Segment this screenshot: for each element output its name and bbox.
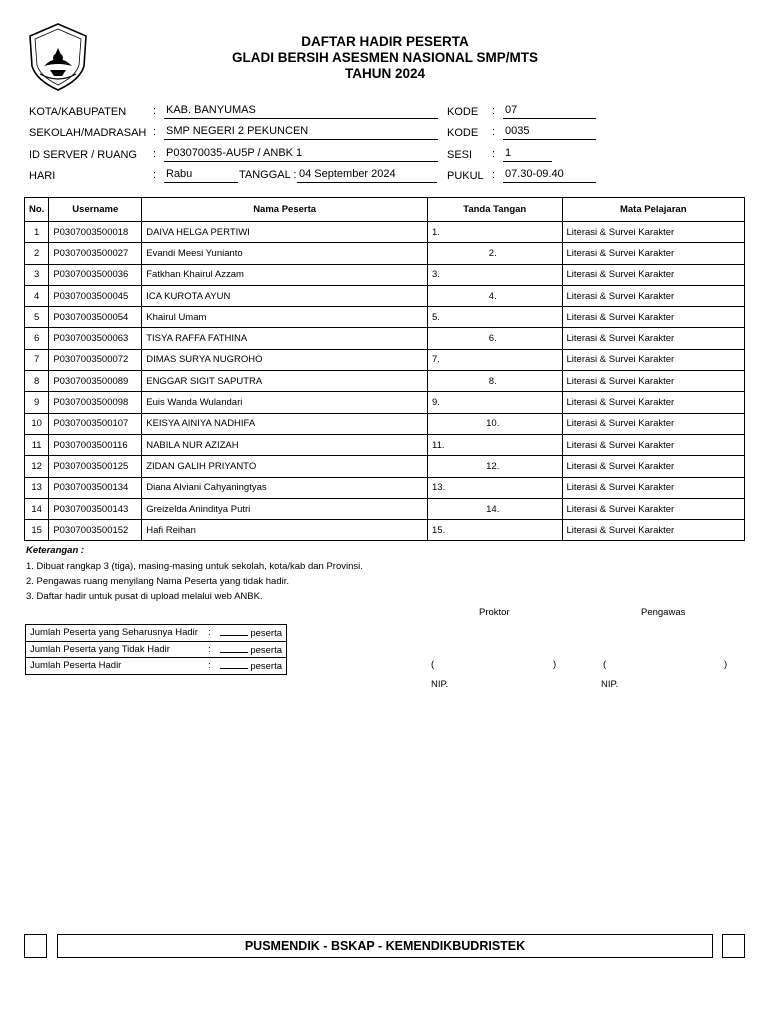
row-mata-pelajaran: Literasi & Survei Karakter [562, 477, 745, 498]
tanggal-label: TANGGAL : [239, 169, 297, 181]
row-signature-cell[interactable]: 14. [428, 498, 563, 519]
document-title: DAFTAR HADIR PESERTA [301, 34, 469, 49]
table-row [25, 285, 745, 306]
row-signature-cell[interactable]: 1. [428, 222, 563, 243]
row-number: 15 [25, 520, 49, 541]
summary-colon: : [208, 643, 211, 655]
row-username: P0307003500116 [49, 434, 142, 455]
tanggal-field: 04 September 2024 [297, 168, 437, 183]
summary-row [26, 625, 287, 642]
row-signature-cell[interactable]: 5. [428, 307, 563, 328]
row-number: 7 [25, 349, 49, 370]
row-number: 12 [25, 456, 49, 477]
server-field: P03070035-AU5P / ANBK 1 [164, 147, 438, 162]
proktor-close-paren: ) [553, 659, 557, 670]
proktor-label: Proktor [479, 607, 510, 618]
row-username: P0307003500143 [49, 498, 142, 519]
row-nama-peserta: ENGGAR SIGIT SAPUTRA [142, 371, 428, 392]
kode-kabupaten-field: 07 [503, 104, 596, 119]
document-subtitle: GLADI BERSIH ASESMEN NASIONAL SMP/MTS [231, 50, 539, 65]
table-row [25, 477, 745, 498]
table-row [25, 434, 745, 455]
row-number: 3 [25, 264, 49, 285]
row-number: 2 [25, 243, 49, 264]
proktor-nip: NIP. [431, 679, 449, 690]
row-nama-peserta: DIMAS SURYA NUGROHO [142, 349, 428, 370]
hari-field: Rabu [164, 168, 238, 183]
summary-unit: peserta [250, 628, 282, 640]
row-mata-pelajaran: Literasi & Survei Karakter [562, 222, 745, 243]
row-number: 8 [25, 371, 49, 392]
row-mata-pelajaran: Literasi & Survei Karakter [562, 307, 745, 328]
row-mata-pelajaran: Literasi & Survei Karakter [562, 392, 745, 413]
summary-label: Jumlah Peserta yang Seharusnya Hadir [30, 627, 198, 639]
row-nama-peserta: Fatkhan Khairul Azzam [142, 264, 428, 285]
row-signature-cell[interactable]: 2. [428, 243, 563, 264]
row-signature-cell[interactable]: 4. [428, 285, 563, 306]
colon: : [153, 148, 157, 160]
row-mata-pelajaran: Literasi & Survei Karakter [562, 243, 745, 264]
row-number: 13 [25, 477, 49, 498]
row-signature-cell[interactable]: 6. [428, 328, 563, 349]
row-nama-peserta: Euis Wanda Wulandari [142, 392, 428, 413]
header-no: No. [25, 198, 49, 222]
row-mata-pelajaran: Literasi & Survei Karakter [562, 349, 745, 370]
header-mata-pelajaran: Mata Pelajaran [562, 198, 745, 222]
row-username: P0307003500134 [49, 477, 142, 498]
colon: : [492, 148, 496, 160]
kota-label: KOTA/KABUPATEN [29, 106, 127, 118]
row-nama-peserta: Khairul Umam [142, 307, 428, 328]
footer-left-box [24, 934, 47, 958]
row-number: 6 [25, 328, 49, 349]
row-nama-peserta: KEISYA AINIYA NADHIFA [142, 413, 428, 434]
kode-label: KODE [447, 106, 479, 118]
row-mata-pelajaran: Literasi & Survei Karakter [562, 498, 745, 519]
row-username: P0307003500036 [49, 264, 142, 285]
summary-row [26, 641, 287, 658]
table-row [25, 498, 745, 519]
note-item: 3. Daftar hadir untuk pusat di upload melalui web ANBK. [26, 591, 263, 602]
row-mata-pelajaran: Literasi & Survei Karakter [562, 434, 745, 455]
row-number: 4 [25, 285, 49, 306]
summary-table [25, 624, 287, 675]
header-nama-peserta: Nama Peserta [142, 198, 428, 222]
row-username: P0307003500125 [49, 456, 142, 477]
row-signature-cell[interactable]: 7. [428, 349, 563, 370]
row-nama-peserta: NABILA NUR AZIZAH [142, 434, 428, 455]
row-signature-cell[interactable]: 15. [428, 520, 563, 541]
table-row [25, 328, 745, 349]
kode-sekolah-field: 0035 [503, 125, 596, 140]
table-row [25, 413, 745, 434]
row-signature-cell[interactable]: 11. [428, 434, 563, 455]
row-username: P0307003500072 [49, 349, 142, 370]
summary-label: Jumlah Peserta yang Tidak Hadir [30, 643, 170, 655]
summary-colon: : [208, 627, 211, 639]
row-username: P0307003500098 [49, 392, 142, 413]
summary-row [26, 658, 287, 675]
row-number: 14 [25, 498, 49, 519]
row-signature-cell[interactable]: 9. [428, 392, 563, 413]
colon: : [492, 126, 496, 138]
footer-right-box [722, 934, 745, 958]
row-nama-peserta: Hafi Reihan [142, 520, 428, 541]
row-username: P0307003500089 [49, 371, 142, 392]
pukul-field: 07.30-09.40 [503, 168, 596, 183]
row-username: P0307003500054 [49, 307, 142, 328]
header-username: Username [49, 198, 142, 222]
server-label: ID SERVER / RUANG [29, 149, 137, 161]
row-nama-peserta: DAIVA HELGA PERTIWI [142, 222, 428, 243]
table-row [25, 264, 745, 285]
row-number: 11 [25, 434, 49, 455]
row-signature-cell[interactable]: 10. [428, 413, 563, 434]
sesi-label: SESI [447, 149, 473, 161]
table-row [25, 456, 745, 477]
row-number: 5 [25, 307, 49, 328]
row-nama-peserta: ZIDAN GALIH PRIYANTO [142, 456, 428, 477]
row-signature-cell[interactable]: 12. [428, 456, 563, 477]
row-username: P0307003500045 [49, 285, 142, 306]
notes-heading: Keterangan : [26, 545, 85, 556]
table-row [25, 243, 745, 264]
kode-label: KODE [447, 127, 479, 139]
proktor-open-paren: ( [431, 659, 435, 670]
note-item: 1. Dibuat rangkap 3 (tiga), masing-masing untuk sekolah, kota/kab dan Provinsi. [26, 561, 363, 572]
count-blank[interactable] [220, 643, 248, 653]
colon: : [492, 105, 496, 117]
note-item: 2. Pengawas ruang menyilang Nama Peserta yang tidak hadir. [26, 576, 289, 587]
row-mata-pelajaran: Literasi & Survei Karakter [562, 371, 745, 392]
row-number: 1 [25, 222, 49, 243]
row-nama-peserta: Greizelda Aninditya Putri [142, 498, 428, 519]
tut-wuri-handayani-logo [26, 22, 90, 92]
row-mata-pelajaran: Literasi & Survei Karakter [562, 456, 745, 477]
summary-unit: peserta [250, 644, 282, 656]
document-year: TAHUN 2024 [344, 66, 426, 81]
row-username: P0307003500107 [49, 413, 142, 434]
table-header-row [25, 198, 745, 222]
row-mata-pelajaran: Literasi & Survei Karakter [562, 520, 745, 541]
hari-label: HARI [29, 170, 56, 182]
row-nama-peserta: TISYA RAFFA FATHINA [142, 328, 428, 349]
row-nama-peserta: Diana Alviani Cahyaningtyas [142, 477, 428, 498]
kota-field: KAB. BANYUMAS [164, 104, 438, 119]
table-row [25, 307, 745, 328]
summary-colon: : [208, 660, 211, 672]
table-row [25, 520, 745, 541]
colon: : [492, 169, 496, 181]
summary-unit: peserta [250, 661, 282, 673]
row-signature-cell[interactable]: 3. [428, 264, 563, 285]
pukul-label: PUKUL [447, 170, 484, 182]
sesi-field: 1 [503, 147, 552, 162]
row-nama-peserta: Evandi Meesi Yunianto [142, 243, 428, 264]
row-nama-peserta: ICA KUROTA AYUN [142, 285, 428, 306]
row-username: P0307003500027 [49, 243, 142, 264]
summary-label: Jumlah Peserta Hadir [30, 660, 122, 672]
attendance-table [24, 197, 745, 541]
row-signature-cell[interactable]: 8. [428, 371, 563, 392]
count-blank[interactable] [220, 659, 248, 669]
row-number: 10 [25, 413, 49, 434]
colon: : [153, 169, 157, 181]
colon: : [153, 126, 157, 138]
count-blank[interactable] [220, 626, 248, 636]
table-row [25, 349, 745, 370]
row-mata-pelajaran: Literasi & Survei Karakter [562, 413, 745, 434]
table-row [25, 222, 745, 243]
sekolah-field: SMP NEGERI 2 PEKUNCEN [164, 125, 438, 140]
footer-banner: PUSMENDIK - BSKAP - KEMENDIKBUDRISTEK [57, 934, 713, 958]
sekolah-label: SEKOLAH/MADRASAH [29, 127, 147, 139]
pengawas-open-paren: ( [603, 659, 607, 670]
row-mata-pelajaran: Literasi & Survei Karakter [562, 264, 745, 285]
row-signature-cell[interactable]: 13. [428, 477, 563, 498]
header-tanda-tangan: Tanda Tangan [428, 198, 563, 222]
table-row [25, 392, 745, 413]
pengawas-close-paren: ) [724, 659, 728, 670]
row-username: P0307003500018 [49, 222, 142, 243]
pengawas-label: Pengawas [641, 607, 686, 618]
row-mata-pelajaran: Literasi & Survei Karakter [562, 285, 745, 306]
row-mata-pelajaran: Literasi & Survei Karakter [562, 328, 745, 349]
row-username: P0307003500063 [49, 328, 142, 349]
table-row [25, 371, 745, 392]
row-number: 9 [25, 392, 49, 413]
colon: : [153, 105, 157, 117]
pengawas-nip: NIP. [601, 679, 619, 690]
row-username: P0307003500152 [49, 520, 142, 541]
